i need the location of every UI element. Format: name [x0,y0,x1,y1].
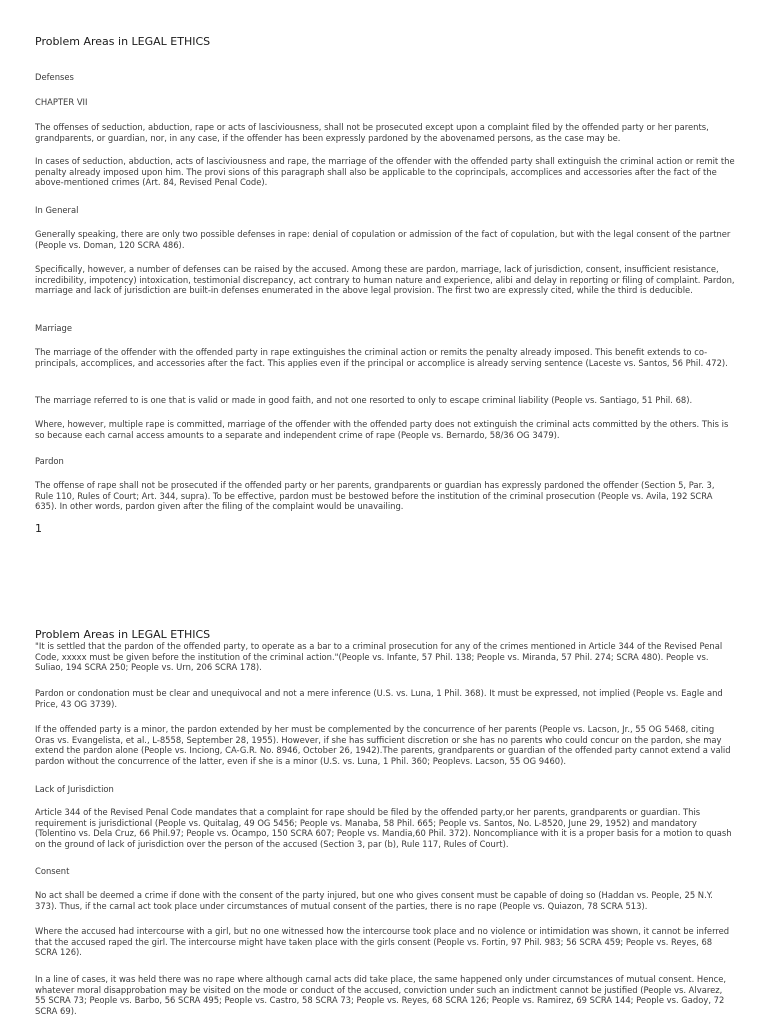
paragraph: "It is settled that the pardon of the offended party, to operate as a bar to a criminal prosecution for any of the crimes mentioned in Article 344 of the Revised Penal Code, xxxxx must be given before the institution of the criminal action."(People vs. Infante, 57 Phil. 138; People vs. Miranda, 57 Phil. 274; SCRA 480). People vs. Suliao, 194 SCRA 250; People vs. Urn, 206 SCRA 178). [35,641,723,673]
paragraph: No act shall be deemed a crime if done with the consent of the party injured, but one who gives consent must be capable of doing so (Haddan vs. People, 25 N.Y. 373). Thus, if the carnal act took place under circumstances of mutual consent of the parties, there is no rape (People vs. Quiazon, 78 SCRA 513). [35,890,713,911]
marriage-heading: Marriage [35,323,73,333]
paragraph: In a line of cases, it was held there was no rape where although carnal acts did take place, the same happened only under circumstances of mutual consent. Hence, whatever moral disapprobation may be visited on the mode or conduct of the accused, conviction under such an indictment cannot be justified (People vs. Alvarez, 55 SCRA 73; People vs. Barbo, 56 SCRA 495; People vs. Castro, 58 SCRA 73; People vs. Reyes, 68 SCRA 126; People vs. Ramirez, 69 SCRA 144; People vs. Gadoy, 72 SCRA 69). [35,974,727,1016]
paragraph: Generally speaking, there are only two possible defenses in rape: denial of copulation or admission of the fact of copulation, but with the legal consent of the partner (People vs. Doman, 120 SCRA 486). [35,229,731,250]
page-1-title: Problem Areas in LEGAL ETHICS [35,35,211,48]
paragraph: Specifically, however, a number of defenses can be raised by the accused. Among these are pardon, marriage, lack of jurisdiction, consent, insufficient resistance, incredibility, impotency) intoxication, testimonial discrepancy, act contrary to human nature and experience, alibi and delay in reporting or filing of complaint. Pardon, marriage and lack of jurisdiction are built-in defenses enumerated in the above legal provision. The first two are expressly cited, while the third is deducible. [35,264,735,296]
paragraph: The offenses of seduction, abduction, rape or acts of lasciviousness, shall not be prosecuted except upon a complaint filed by the offended party or her parents, grandparents, or guardian, nor, in any case, if the offender has been expressly pardoned by the abovenamed persons, as the case may be. [35,122,709,143]
paragraph: The offense of rape shall not be prosecuted if the offended party or her parents, grandparents or guardian has expressly pardoned the offender (Section 5, Par. 3, Rule 110, Rules of Court; Art. 344, supra). To be effective, pardon must be bestowed before the institution of the criminal prosecution (People vs. Avila, 192 SCRA 635). In other words, pardon given after the filing of the complaint would be unavailing. [35,480,715,512]
paragraph: Where, however, multiple rape is committed, marriage of the offender with the offended party does not extinguish the criminal acts committed by the others. This is so because each carnal access amounts to a separate and independent crime of rape (People vs. Bernardo, 58/36 OG 3479). [35,419,729,440]
paragraph: Article 344 of the Revised Penal Code mandates that a complaint for rape should be filed by the offended party,or her parents, grandparents or guardian. This requirement is jurisdictional (People vs. Quitalag, 49 OG 5456; People vs. Manaba, 58 Phil. 665; People vs. Santos, No. L-8520, June 29, 1952) and mandatory (Tolentino vs. Dela Cruz, 66 Phil.97; People vs. Ocampo, 150 SCRA 607; People vs. Mandia,60 Phil. 372). Noncompliance with it is a proper basis for a motion to quash on the ground of lack of jurisdiction over the person of the accused (Section 3, par (b), Rule 117, Rules of Court). [35,807,732,849]
paragraph: The marriage referred to is one that is valid or made in good faith, and not one resorted to only to escape criminal liability (People vs. Santiago, 51 Phil. 68). [35,395,693,405]
pardon-heading: Pardon [35,456,64,466]
paragraph: Where the accused had intercourse with a girl, but no one witnessed how the intercourse took place and no violence or intimidation was shown, it cannot be inferred that the accused raped the girl. The intercourse might have taken place with the girls consent (People vs. Fortin, 97 Phil. 983; 56 SCRA 459; People vs. Reyes, 68 SCRA 126). [35,926,730,958]
paragraph: If the offended party is a minor, the pardon extended by her must be complemented by the concurrence of her parents (People vs. Lacson, Jr., 55 OG 5468, citing Oras vs. Evangelista, et al., L-8558, September 28, 1955). However, if she has sufficient discretion or she has no parents who could concur on the pardon, she may extend the pardon alone (People vs. Inciong, CA-G.R. No. 8946, October 26, 1942).The parents, grandparents or guardian of the offended party cannot extend a valid pardon without the concurrence of the latter, even if she is a minor (U.S. vs. Luna, 1 Phil. 360; Peoplevs. Lacson, 55 OG 9460). [35,724,731,766]
page-number: 1 [35,522,42,535]
chapter-heading: CHAPTER VII [35,97,88,107]
lack-of-jurisdiction-heading: Lack of Jurisdiction [35,784,114,794]
page-2-title: Problem Areas in LEGAL ETHICS [35,628,211,641]
paragraph: Pardon or condonation must be clear and unequivocal and not a mere inference (U.S. vs. Luna, 1 Phil. 368). It must be expressed, not implied (People vs. Eagle and Price, 43 OG 3739). [35,688,723,709]
paragraph: The marriage of the offender with the offended party in rape extinguishes the criminal action or remits the penalty already imposed. This benefit extends to co-principals, accomplices, and accessories after the fact. This applies even if the principal or accomplice is already serving sentence (Laceste vs. Santos, 56 Phil. 472). [35,347,728,368]
in-general-heading: In General [35,205,79,215]
paragraph: In cases of seduction, abduction, acts of lasciviousness and rape, the marriage of the offender with the offended party shall extinguish the criminal action or remit the penalty already imposed upon him. The provi sions of this paragraph shall also be applicable to the coprincipals, accomplices and accessories after the fact of the above-mentioned crimes (Art. 84, Revised Penal Code). [35,156,735,188]
defenses-heading: Defenses [35,72,74,82]
consent-heading: Consent [35,866,70,876]
